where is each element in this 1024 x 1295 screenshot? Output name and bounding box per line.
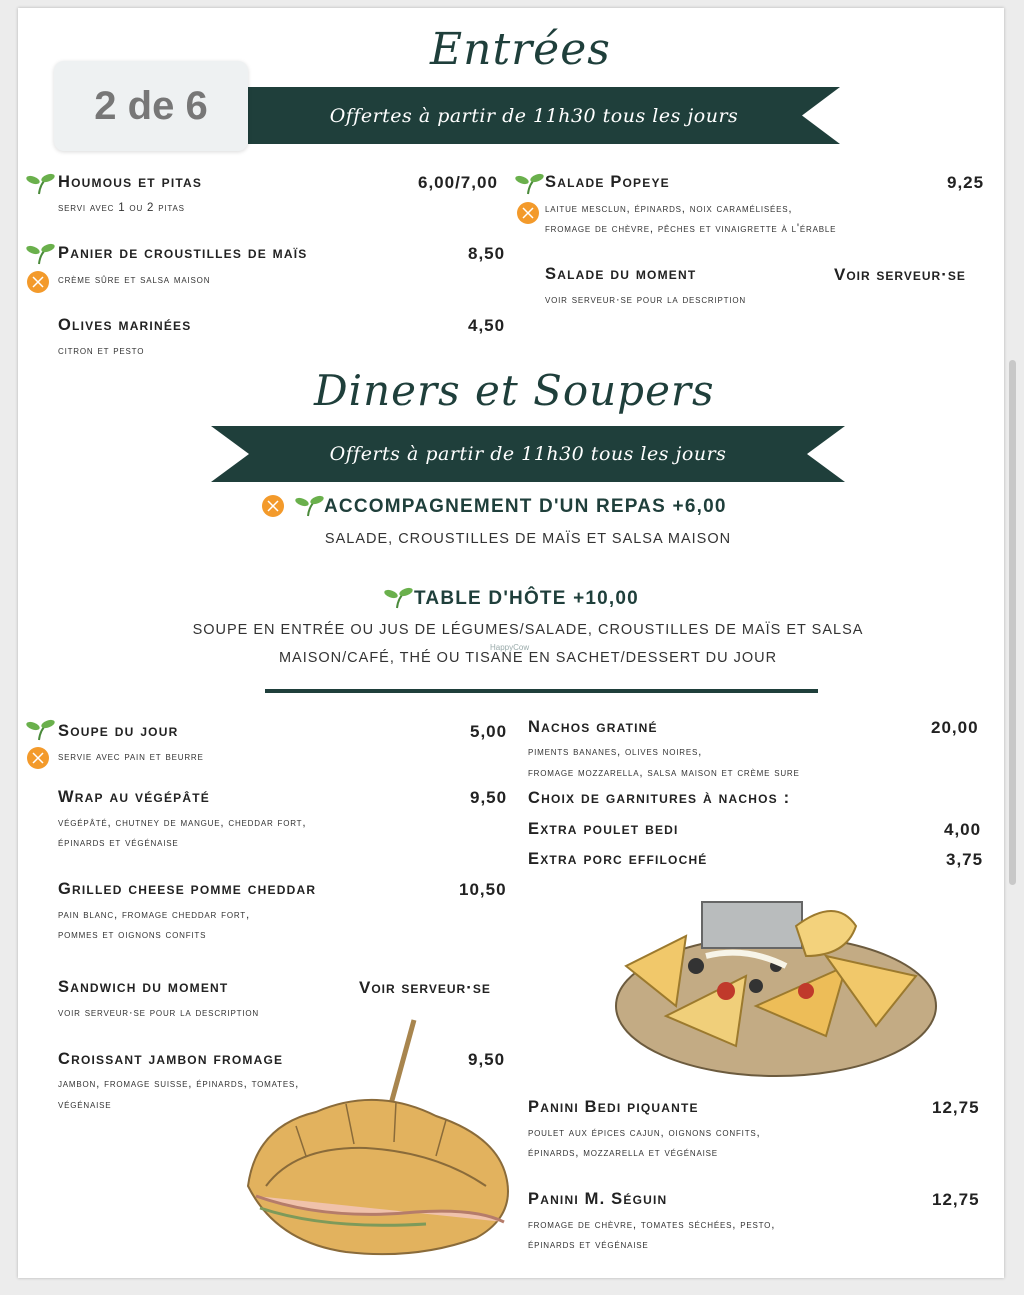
item-salade-moment-price: Voir serveur·se <box>834 265 966 284</box>
sprout-icon <box>25 172 55 196</box>
item-salade-popeye-desc-1: laitue mesclun, épinards, noix caramélisées, <box>545 203 793 215</box>
page-indicator-badge: 2 de 6 <box>54 61 248 151</box>
item-grilled-cheese-desc-1: pain blanc, fromage cheddar fort, <box>58 909 250 921</box>
orange-gluten-free-icon <box>26 746 50 770</box>
item-panini-bedi-desc-1: poulet aux épices cajun, oignons confits, <box>528 1127 761 1139</box>
item-panini-bedi-name: Panini Bedi piquante <box>528 1098 699 1116</box>
item-salade-popeye-name: Salade Popeye <box>545 173 670 191</box>
happycow-watermark: HappyCow <box>490 643 530 652</box>
item-croissant-price: 9,50 <box>468 1050 506 1069</box>
item-panier-price: 8,50 <box>468 244 506 263</box>
diners-banner-text: Offerts à partir de 11h30 tous les jours <box>329 443 727 465</box>
item-soupe-desc: servie avec pain et beurre <box>58 751 204 763</box>
sprout-icon <box>25 242 55 266</box>
item-olives-name: Olives marinées <box>58 316 192 334</box>
item-salade-popeye-desc-2: fromage de chèvre, pêches et vinaigrette à l'érable <box>545 223 837 235</box>
table-hote-desc-2: MAISON/CAFÉ, THÉ OU TISANE EN SACHET/DESSERT DU JOUR <box>278 650 778 666</box>
table-hote-title: TABLE D'HÔTE +10,00 <box>414 588 639 609</box>
item-salade-popeye-price: 9,25 <box>947 173 985 192</box>
item-olives-desc: citron et pesto <box>58 345 145 357</box>
item-extra-poulet-name: Extra poulet bedi <box>528 820 679 838</box>
sprout-icon <box>294 494 324 518</box>
item-nachos-desc-2: fromage mozzarella, salsa maison et crème sure <box>528 767 800 779</box>
entrees-title: Entrées <box>430 24 611 75</box>
item-sandwich-name: Sandwich du moment <box>58 978 229 996</box>
item-panini-seguin-name: Panini M. Séguin <box>528 1190 668 1208</box>
item-croissant-desc-1: jambon, fromage suisse, épinards, tomates, <box>58 1078 300 1090</box>
item-panini-bedi-price: 12,75 <box>932 1098 980 1117</box>
item-nachos-desc-1: piments bananes, olives noires, <box>528 746 703 758</box>
item-wrap-price: 9,50 <box>470 788 508 807</box>
item-wrap-desc-1: végépâté, chutney de mangue, cheddar fort, <box>58 817 307 829</box>
item-olives-price: 4,50 <box>468 316 506 335</box>
item-sandwich-price: Voir serveur·se <box>359 978 491 997</box>
item-extra-porc-price: 3,75 <box>946 850 984 869</box>
item-panini-seguin-price: 12,75 <box>932 1190 980 1209</box>
entrees-banner <box>248 87 840 144</box>
item-grilled-cheese-desc-2: pommes et oignons confits <box>58 929 207 941</box>
item-houmous-desc: servi avec 1 ou 2 pitas <box>58 202 185 214</box>
sprout-icon <box>25 718 55 742</box>
orange-gluten-free-icon <box>516 201 540 225</box>
diners-title: Diners et Soupers <box>314 366 715 415</box>
item-soupe-price: 5,00 <box>470 722 508 741</box>
orange-gluten-free-icon <box>26 270 50 294</box>
item-panier-desc: crème sûre et salsa maison <box>58 274 211 286</box>
orange-gluten-free-icon <box>261 494 285 518</box>
item-houmous-price: 6,00/7,00 <box>418 173 498 192</box>
accompagnement-title: ACCOMPAGNEMENT D'UN REPAS +6,00 <box>324 496 727 517</box>
item-extra-porc-name: Extra porc effiloché <box>528 850 708 868</box>
croissant-illustration <box>236 1016 520 1260</box>
section-divider <box>265 689 818 693</box>
item-grilled-cheese-name: Grilled cheese pomme cheddar <box>58 880 317 898</box>
sprout-icon <box>514 172 544 196</box>
item-panini-seguin-desc-1: fromage de chèvre, tomates séchées, pesto, <box>528 1219 776 1231</box>
item-croissant-name: Croissant jambon fromage <box>58 1050 284 1068</box>
accompagnement-desc: SALADE, CROUSTILLES DE MAÏS ET SALSA MAISON <box>324 531 732 547</box>
item-nachos-price: 20,00 <box>931 718 979 737</box>
item-panier-name: Panier de croustilles de maïs <box>58 244 308 262</box>
item-panini-seguin-desc-2: épinards et végénaise <box>528 1239 649 1251</box>
table-hote-desc-1: SOUPE EN ENTRÉE OU JUS DE LÉGUMES/SALADE, CROUSTILLES DE MAÏS ET SALSA <box>192 622 864 638</box>
item-houmous-name: Houmous et pitas <box>58 173 203 191</box>
item-grilled-cheese-price: 10,50 <box>459 880 507 899</box>
entrees-banner-text: Offertes à partir de 11h30 tous les jours <box>329 104 739 127</box>
item-sandwich-desc: voir serveur·se pour la description <box>58 1007 259 1019</box>
nachos-illustration <box>606 896 946 1086</box>
item-salade-moment-desc: voir serveur·se pour la description <box>545 294 746 306</box>
item-salade-moment-name: Salade du moment <box>545 265 697 283</box>
item-wrap-name: Wrap au végépâté <box>58 788 210 806</box>
item-croissant-desc-2: végénaise <box>58 1099 112 1111</box>
item-soupe-name: Soupe du jour <box>58 722 179 740</box>
sprout-icon <box>383 586 413 610</box>
item-nachos-name: Nachos gratiné <box>528 718 658 736</box>
diners-banner <box>211 426 845 482</box>
item-panini-bedi-desc-2: épinards, mozzarella et végénaise <box>528 1147 718 1159</box>
nachos-garnitures-heading: Choix de garnitures à nachos : <box>528 789 791 807</box>
item-wrap-desc-2: épinards et végénaise <box>58 837 179 849</box>
item-extra-poulet-price: 4,00 <box>944 820 982 839</box>
